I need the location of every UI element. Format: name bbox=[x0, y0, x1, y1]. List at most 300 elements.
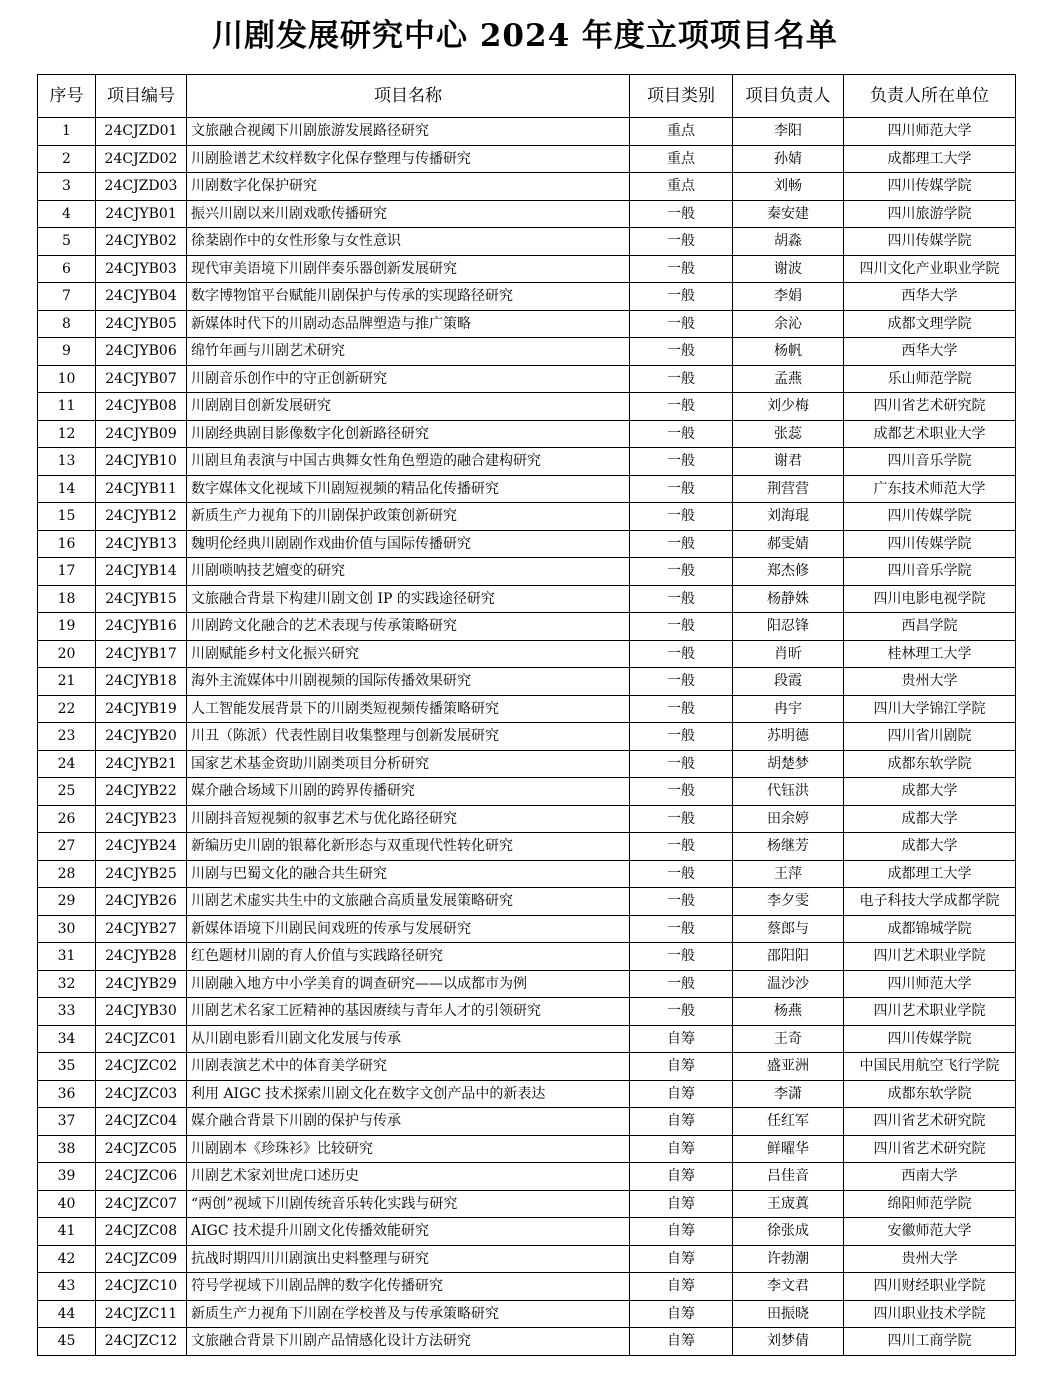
cell-project-name: “两创”视域下川剧传统音乐转化实践与研究 bbox=[187, 1190, 630, 1218]
cell-project-category: 一般 bbox=[630, 310, 733, 338]
cell-serial-number: 31 bbox=[38, 943, 96, 971]
table-row bbox=[38, 118, 1016, 146]
cell-leader-institution: 西华大学 bbox=[844, 283, 1016, 311]
cell-leader-institution: 乐山师范学院 bbox=[844, 365, 1016, 393]
cell-leader-institution: 四川工商学院 bbox=[844, 1328, 1016, 1356]
cell-serial-number: 19 bbox=[38, 613, 96, 641]
cell-serial-number: 26 bbox=[38, 805, 96, 833]
cell-project-leader: 肖昕 bbox=[733, 640, 844, 668]
cell-project-category: 重点 bbox=[630, 118, 733, 146]
cell-project-name: 川剧艺术家刘世虎口述历史 bbox=[187, 1163, 630, 1191]
cell-project-leader: 盛亚洲 bbox=[733, 1053, 844, 1081]
header-serial-number: 序号 bbox=[38, 75, 96, 118]
cell-project-name: 魏明伦经典川剧剧作戏曲价值与国际传播研究 bbox=[187, 530, 630, 558]
cell-project-name: 徐棻剧作中的女性形象与女性意识 bbox=[187, 228, 630, 256]
table-row bbox=[38, 750, 1016, 778]
cell-project-name: AIGC 技术提升川剧文化传播效能研究 bbox=[187, 1218, 630, 1246]
cell-project-leader: 王萍 bbox=[733, 860, 844, 888]
cell-serial-number: 25 bbox=[38, 778, 96, 806]
cell-project-name: 绵竹年画与川剧艺术研究 bbox=[187, 338, 630, 366]
table-row bbox=[38, 420, 1016, 448]
cell-project-code: 24CJZC02 bbox=[96, 1053, 187, 1081]
cell-project-category: 重点 bbox=[630, 145, 733, 173]
cell-project-name: 川剧数字化保护研究 bbox=[187, 173, 630, 201]
cell-leader-institution: 四川财经职业学院 bbox=[844, 1273, 1016, 1301]
cell-leader-institution: 成都理工大学 bbox=[844, 145, 1016, 173]
cell-project-name: 符号学视域下川剧品牌的数字化传播研究 bbox=[187, 1273, 630, 1301]
cell-project-code: 24CJZC08 bbox=[96, 1218, 187, 1246]
cell-serial-number: 21 bbox=[38, 668, 96, 696]
project-list-table bbox=[37, 74, 1016, 1356]
cell-project-code: 24CJYB12 bbox=[96, 503, 187, 531]
cell-project-name: 川剧抖音短视频的叙事艺术与优化路径研究 bbox=[187, 805, 630, 833]
table-row bbox=[38, 1135, 1016, 1163]
cell-project-leader: 刘海琨 bbox=[733, 503, 844, 531]
table-row bbox=[38, 283, 1016, 311]
document-title: 川剧发展研究中心 2024 年度立项项目名单 bbox=[212, 18, 838, 54]
cell-leader-institution: 四川音乐学院 bbox=[844, 448, 1016, 476]
cell-project-category: 自筹 bbox=[630, 1218, 733, 1246]
cell-project-category: 一般 bbox=[630, 585, 733, 613]
cell-project-leader: 鲜曜华 bbox=[733, 1135, 844, 1163]
cell-project-leader: 许勃潮 bbox=[733, 1245, 844, 1273]
table-row bbox=[38, 723, 1016, 751]
cell-project-code: 24CJYB09 bbox=[96, 420, 187, 448]
table-row bbox=[38, 833, 1016, 861]
cell-project-name: 川剧旦角表演与中国古典舞女性角色塑造的融合建构研究 bbox=[187, 448, 630, 476]
cell-project-category: 一般 bbox=[630, 668, 733, 696]
cell-project-name: 抗战时期四川川剧演出史料整理与研究 bbox=[187, 1245, 630, 1273]
cell-leader-institution: 广东技术师范大学 bbox=[844, 475, 1016, 503]
cell-project-code: 24CJZD01 bbox=[96, 118, 187, 146]
cell-project-category: 一般 bbox=[630, 888, 733, 916]
table-row bbox=[38, 695, 1016, 723]
cell-project-category: 一般 bbox=[630, 255, 733, 283]
cell-leader-institution: 贵州大学 bbox=[844, 668, 1016, 696]
cell-project-name: 人工智能发展背景下的川剧类短视频传播策略研究 bbox=[187, 695, 630, 723]
cell-project-category: 一般 bbox=[630, 365, 733, 393]
cell-project-leader: 王宬蒖 bbox=[733, 1190, 844, 1218]
cell-project-code: 24CJZD02 bbox=[96, 145, 187, 173]
cell-leader-institution: 四川传媒学院 bbox=[844, 530, 1016, 558]
cell-serial-number: 18 bbox=[38, 585, 96, 613]
cell-project-category: 一般 bbox=[630, 503, 733, 531]
cell-project-code: 24CJZC03 bbox=[96, 1080, 187, 1108]
cell-project-category: 一般 bbox=[630, 723, 733, 751]
cell-serial-number: 40 bbox=[38, 1190, 96, 1218]
table-row bbox=[38, 1273, 1016, 1301]
cell-project-leader: 苏明德 bbox=[733, 723, 844, 751]
table-row bbox=[38, 585, 1016, 613]
table-row bbox=[38, 1218, 1016, 1246]
cell-serial-number: 5 bbox=[38, 228, 96, 256]
cell-serial-number: 11 bbox=[38, 393, 96, 421]
cell-project-leader: 刘少梅 bbox=[733, 393, 844, 421]
table-row bbox=[38, 668, 1016, 696]
cell-leader-institution: 成都大学 bbox=[844, 833, 1016, 861]
cell-serial-number: 32 bbox=[38, 970, 96, 998]
cell-project-code: 24CJYB28 bbox=[96, 943, 187, 971]
cell-project-category: 一般 bbox=[630, 338, 733, 366]
cell-serial-number: 39 bbox=[38, 1163, 96, 1191]
cell-project-code: 24CJYB05 bbox=[96, 310, 187, 338]
cell-serial-number: 33 bbox=[38, 998, 96, 1026]
cell-project-leader: 谢君 bbox=[733, 448, 844, 476]
cell-project-name: 川剧表演艺术中的体育美学研究 bbox=[187, 1053, 630, 1081]
cell-leader-institution: 四川师范大学 bbox=[844, 970, 1016, 998]
cell-project-code: 24CJYB20 bbox=[96, 723, 187, 751]
cell-project-name: 海外主流媒体中川剧视频的国际传播效果研究 bbox=[187, 668, 630, 696]
cell-serial-number: 7 bbox=[38, 283, 96, 311]
cell-serial-number: 1 bbox=[38, 118, 96, 146]
cell-project-code: 24CJZC12 bbox=[96, 1328, 187, 1356]
cell-project-code: 24CJYB27 bbox=[96, 915, 187, 943]
cell-project-category: 自筹 bbox=[630, 1053, 733, 1081]
cell-project-code: 24CJYB23 bbox=[96, 805, 187, 833]
cell-project-leader: 吕佳音 bbox=[733, 1163, 844, 1191]
cell-project-category: 一般 bbox=[630, 943, 733, 971]
cell-project-code: 24CJYB19 bbox=[96, 695, 187, 723]
cell-serial-number: 29 bbox=[38, 888, 96, 916]
cell-leader-institution: 西华大学 bbox=[844, 338, 1016, 366]
cell-project-name: 新质生产力视角下的川剧保护政策创新研究 bbox=[187, 503, 630, 531]
cell-project-code: 24CJYB01 bbox=[96, 200, 187, 228]
table-row bbox=[38, 448, 1016, 476]
table-row bbox=[38, 503, 1016, 531]
cell-project-category: 自筹 bbox=[630, 1245, 733, 1273]
cell-project-code: 24CJYB25 bbox=[96, 860, 187, 888]
cell-project-category: 自筹 bbox=[630, 1328, 733, 1356]
cell-leader-institution: 四川传媒学院 bbox=[844, 503, 1016, 531]
cell-project-category: 一般 bbox=[630, 695, 733, 723]
cell-project-leader: 蔡郎与 bbox=[733, 915, 844, 943]
cell-project-code: 24CJYB21 bbox=[96, 750, 187, 778]
cell-project-code: 24CJYB14 bbox=[96, 558, 187, 586]
cell-project-category: 自筹 bbox=[630, 1108, 733, 1136]
cell-project-leader: 田振晓 bbox=[733, 1300, 844, 1328]
cell-project-name: 川剧剧本《珍珠衫》比较研究 bbox=[187, 1135, 630, 1163]
cell-leader-institution: 四川音乐学院 bbox=[844, 558, 1016, 586]
table-row bbox=[38, 1245, 1016, 1273]
cell-serial-number: 27 bbox=[38, 833, 96, 861]
table-row bbox=[38, 558, 1016, 586]
cell-project-leader: 刘梦倩 bbox=[733, 1328, 844, 1356]
table-row bbox=[38, 475, 1016, 503]
table-row bbox=[38, 1053, 1016, 1081]
cell-project-name: 数字博物馆平台赋能川剧保护与传承的实现路径研究 bbox=[187, 283, 630, 311]
cell-project-code: 24CJYB16 bbox=[96, 613, 187, 641]
cell-leader-institution: 绵阳师范学院 bbox=[844, 1190, 1016, 1218]
header-project-code: 项目编号 bbox=[96, 75, 187, 118]
cell-project-leader: 胡淼 bbox=[733, 228, 844, 256]
cell-leader-institution: 四川职业技术学院 bbox=[844, 1300, 1016, 1328]
cell-project-leader: 冉宇 bbox=[733, 695, 844, 723]
cell-project-category: 一般 bbox=[630, 750, 733, 778]
cell-project-category: 一般 bbox=[630, 228, 733, 256]
cell-project-leader: 代钰洪 bbox=[733, 778, 844, 806]
cell-project-category: 一般 bbox=[630, 915, 733, 943]
cell-project-code: 24CJZC01 bbox=[96, 1025, 187, 1053]
cell-leader-institution: 成都大学 bbox=[844, 778, 1016, 806]
cell-serial-number: 42 bbox=[38, 1245, 96, 1273]
cell-project-code: 24CJZD03 bbox=[96, 173, 187, 201]
cell-leader-institution: 四川传媒学院 bbox=[844, 228, 1016, 256]
cell-project-leader: 郝雯婧 bbox=[733, 530, 844, 558]
cell-leader-institution: 四川省艺术研究院 bbox=[844, 1108, 1016, 1136]
cell-leader-institution: 成都东软学院 bbox=[844, 750, 1016, 778]
cell-project-code: 24CJYB17 bbox=[96, 640, 187, 668]
cell-project-name: 国家艺术基金资助川剧类项目分析研究 bbox=[187, 750, 630, 778]
cell-project-leader: 王奇 bbox=[733, 1025, 844, 1053]
cell-project-leader: 秦安建 bbox=[733, 200, 844, 228]
cell-leader-institution: 成都理工大学 bbox=[844, 860, 1016, 888]
cell-project-category: 一般 bbox=[630, 420, 733, 448]
cell-leader-institution: 四川旅游学院 bbox=[844, 200, 1016, 228]
cell-project-leader: 孙婧 bbox=[733, 145, 844, 173]
cell-project-name: 川剧经典剧目影像数字化创新路径研究 bbox=[187, 420, 630, 448]
cell-project-name: 媒介融合背景下川剧的保护与传承 bbox=[187, 1108, 630, 1136]
cell-leader-institution: 贵州大学 bbox=[844, 1245, 1016, 1273]
cell-serial-number: 3 bbox=[38, 173, 96, 201]
table-row bbox=[38, 310, 1016, 338]
cell-project-leader: 郑杰修 bbox=[733, 558, 844, 586]
cell-project-leader: 邵阳阳 bbox=[733, 943, 844, 971]
cell-project-code: 24CJYB04 bbox=[96, 283, 187, 311]
table-row bbox=[38, 338, 1016, 366]
table-row bbox=[38, 998, 1016, 1026]
cell-leader-institution: 桂林理工大学 bbox=[844, 640, 1016, 668]
cell-serial-number: 44 bbox=[38, 1300, 96, 1328]
cell-project-leader: 李潇 bbox=[733, 1080, 844, 1108]
cell-project-name: 川剧音乐创作中的守正创新研究 bbox=[187, 365, 630, 393]
table-header-row bbox=[38, 75, 1016, 118]
table-row bbox=[38, 915, 1016, 943]
cell-project-leader: 胡楚梦 bbox=[733, 750, 844, 778]
cell-serial-number: 6 bbox=[38, 255, 96, 283]
cell-project-code: 24CJYB06 bbox=[96, 338, 187, 366]
cell-project-code: 24CJYB24 bbox=[96, 833, 187, 861]
cell-leader-institution: 四川大学锦江学院 bbox=[844, 695, 1016, 723]
cell-project-category: 一般 bbox=[630, 833, 733, 861]
cell-leader-institution: 成都锦城学院 bbox=[844, 915, 1016, 943]
table-row bbox=[38, 1300, 1016, 1328]
header-project-name: 项目名称 bbox=[187, 75, 630, 118]
cell-project-name: 川剧跨文化融合的艺术表现与传承策略研究 bbox=[187, 613, 630, 641]
cell-project-category: 自筹 bbox=[630, 1135, 733, 1163]
table-row bbox=[38, 613, 1016, 641]
table-row bbox=[38, 1080, 1016, 1108]
cell-project-code: 24CJYB02 bbox=[96, 228, 187, 256]
table-row bbox=[38, 393, 1016, 421]
cell-leader-institution: 电子科技大学成都学院 bbox=[844, 888, 1016, 916]
cell-project-name: 川剧艺术虚实共生中的文旅融合高质量发展策略研究 bbox=[187, 888, 630, 916]
cell-leader-institution: 四川省川剧院 bbox=[844, 723, 1016, 751]
cell-project-leader: 杨帆 bbox=[733, 338, 844, 366]
cell-leader-institution: 四川艺术职业学院 bbox=[844, 998, 1016, 1026]
cell-leader-institution: 中国民用航空飞行学院 bbox=[844, 1053, 1016, 1081]
table-row bbox=[38, 530, 1016, 558]
cell-project-code: 24CJYB08 bbox=[96, 393, 187, 421]
cell-project-name: 川剧脸谱艺术纹样数字化保存整理与传播研究 bbox=[187, 145, 630, 173]
cell-project-code: 24CJYB30 bbox=[96, 998, 187, 1026]
cell-leader-institution: 四川省艺术研究院 bbox=[844, 393, 1016, 421]
cell-project-code: 24CJZC11 bbox=[96, 1300, 187, 1328]
cell-project-leader: 田余婷 bbox=[733, 805, 844, 833]
cell-serial-number: 17 bbox=[38, 558, 96, 586]
cell-project-name: 文旅融合视阈下川剧旅游发展路径研究 bbox=[187, 118, 630, 146]
cell-project-name: 数字媒体文化视域下川剧短视频的精品化传播研究 bbox=[187, 475, 630, 503]
cell-project-name: 川剧融入地方中小学美育的调查研究——以成都市为例 bbox=[187, 970, 630, 998]
cell-project-category: 一般 bbox=[630, 970, 733, 998]
cell-serial-number: 14 bbox=[38, 475, 96, 503]
cell-leader-institution: 成都大学 bbox=[844, 805, 1016, 833]
cell-project-category: 一般 bbox=[630, 860, 733, 888]
cell-project-code: 24CJYB11 bbox=[96, 475, 187, 503]
cell-serial-number: 35 bbox=[38, 1053, 96, 1081]
cell-project-name: 文旅融合背景下川剧产品情感化设计方法研究 bbox=[187, 1328, 630, 1356]
table-row bbox=[38, 1163, 1016, 1191]
cell-project-name: 媒介融合场域下川剧的跨界传播研究 bbox=[187, 778, 630, 806]
table-row bbox=[38, 1190, 1016, 1218]
cell-project-category: 一般 bbox=[630, 393, 733, 421]
cell-serial-number: 22 bbox=[38, 695, 96, 723]
cell-serial-number: 13 bbox=[38, 448, 96, 476]
cell-project-code: 24CJZC05 bbox=[96, 1135, 187, 1163]
cell-serial-number: 38 bbox=[38, 1135, 96, 1163]
cell-serial-number: 16 bbox=[38, 530, 96, 558]
table-row bbox=[38, 1108, 1016, 1136]
cell-serial-number: 20 bbox=[38, 640, 96, 668]
table-row bbox=[38, 255, 1016, 283]
cell-project-category: 一般 bbox=[630, 778, 733, 806]
cell-project-code: 24CJZC09 bbox=[96, 1245, 187, 1273]
cell-project-code: 24CJYB22 bbox=[96, 778, 187, 806]
cell-leader-institution: 四川传媒学院 bbox=[844, 1025, 1016, 1053]
cell-serial-number: 41 bbox=[38, 1218, 96, 1246]
cell-project-code: 24CJYB29 bbox=[96, 970, 187, 998]
cell-serial-number: 8 bbox=[38, 310, 96, 338]
table-row bbox=[38, 200, 1016, 228]
cell-project-name: 利用 AIGC 技术探索川剧文化在数字文创产品中的新表达 bbox=[187, 1080, 630, 1108]
cell-serial-number: 36 bbox=[38, 1080, 96, 1108]
cell-project-leader: 阳忍锋 bbox=[733, 613, 844, 641]
cell-project-category: 自筹 bbox=[630, 1300, 733, 1328]
cell-project-leader: 李文君 bbox=[733, 1273, 844, 1301]
cell-project-leader: 段霞 bbox=[733, 668, 844, 696]
table-row bbox=[38, 970, 1016, 998]
cell-leader-institution: 四川电影电视学院 bbox=[844, 585, 1016, 613]
cell-serial-number: 37 bbox=[38, 1108, 96, 1136]
cell-project-code: 24CJYB10 bbox=[96, 448, 187, 476]
cell-serial-number: 34 bbox=[38, 1025, 96, 1053]
cell-project-category: 一般 bbox=[630, 640, 733, 668]
cell-project-name: 新质生产力视角下川剧在学校普及与传承策略研究 bbox=[187, 1300, 630, 1328]
table-row bbox=[38, 145, 1016, 173]
table-row bbox=[38, 228, 1016, 256]
cell-leader-institution: 西南大学 bbox=[844, 1163, 1016, 1191]
cell-project-leader: 谢波 bbox=[733, 255, 844, 283]
cell-serial-number: 10 bbox=[38, 365, 96, 393]
header-project-category: 项目类别 bbox=[630, 75, 733, 118]
cell-project-leader: 孟燕 bbox=[733, 365, 844, 393]
cell-project-name: 川丑（陈派）代表性剧目收集整理与创新发展研究 bbox=[187, 723, 630, 751]
cell-project-category: 自筹 bbox=[630, 1025, 733, 1053]
cell-serial-number: 9 bbox=[38, 338, 96, 366]
cell-project-leader: 温沙沙 bbox=[733, 970, 844, 998]
cell-project-category: 一般 bbox=[630, 475, 733, 503]
table-row bbox=[38, 173, 1016, 201]
cell-project-category: 自筹 bbox=[630, 1190, 733, 1218]
cell-leader-institution: 四川传媒学院 bbox=[844, 173, 1016, 201]
cell-leader-institution: 四川文化产业职业学院 bbox=[844, 255, 1016, 283]
table-row bbox=[38, 1328, 1016, 1356]
table-row bbox=[38, 1025, 1016, 1053]
cell-project-leader: 荆营营 bbox=[733, 475, 844, 503]
cell-project-leader: 杨燕 bbox=[733, 998, 844, 1026]
cell-project-category: 一般 bbox=[630, 448, 733, 476]
table-row bbox=[38, 860, 1016, 888]
table-body bbox=[38, 118, 1016, 1356]
cell-project-name: 川剧剧目创新发展研究 bbox=[187, 393, 630, 421]
cell-leader-institution: 成都艺术职业大学 bbox=[844, 420, 1016, 448]
table-row bbox=[38, 365, 1016, 393]
cell-project-name: 文旅融合背景下构建川剧文创 IP 的实践途径研究 bbox=[187, 585, 630, 613]
cell-project-category: 一般 bbox=[630, 805, 733, 833]
cell-project-leader: 刘畅 bbox=[733, 173, 844, 201]
cell-project-name: 新编历史川剧的银幕化新形态与双重现代性转化研究 bbox=[187, 833, 630, 861]
cell-project-category: 一般 bbox=[630, 998, 733, 1026]
cell-project-leader: 李夕雯 bbox=[733, 888, 844, 916]
cell-project-category: 一般 bbox=[630, 283, 733, 311]
cell-project-name: 新媒体时代下的川剧动态品牌塑造与推广策略 bbox=[187, 310, 630, 338]
cell-project-name: 川剧与巴蜀文化的融合共生研究 bbox=[187, 860, 630, 888]
cell-project-code: 24CJYB18 bbox=[96, 668, 187, 696]
cell-project-category: 一般 bbox=[630, 530, 733, 558]
cell-serial-number: 4 bbox=[38, 200, 96, 228]
cell-project-category: 一般 bbox=[630, 558, 733, 586]
cell-project-name: 红色题材川剧的育人价值与实践路径研究 bbox=[187, 943, 630, 971]
header-project-leader: 项目负责人 bbox=[733, 75, 844, 118]
cell-leader-institution: 安徽师范大学 bbox=[844, 1218, 1016, 1246]
cell-project-category: 一般 bbox=[630, 613, 733, 641]
cell-serial-number: 43 bbox=[38, 1273, 96, 1301]
cell-leader-institution: 四川省艺术研究院 bbox=[844, 1135, 1016, 1163]
cell-project-leader: 杨继芳 bbox=[733, 833, 844, 861]
table-row bbox=[38, 640, 1016, 668]
cell-serial-number: 24 bbox=[38, 750, 96, 778]
cell-serial-number: 15 bbox=[38, 503, 96, 531]
cell-project-code: 24CJYB13 bbox=[96, 530, 187, 558]
cell-project-name: 川剧赋能乡村文化振兴研究 bbox=[187, 640, 630, 668]
cell-project-category: 自筹 bbox=[630, 1080, 733, 1108]
cell-project-name: 现代审美语境下川剧伴奏乐器创新发展研究 bbox=[187, 255, 630, 283]
cell-project-code: 24CJYB07 bbox=[96, 365, 187, 393]
cell-project-leader: 李阳 bbox=[733, 118, 844, 146]
cell-project-name: 振兴川剧以来川剧戏歌传播研究 bbox=[187, 200, 630, 228]
cell-project-name: 川剧艺术名家工匠精神的基因赓续与青年人才的引领研究 bbox=[187, 998, 630, 1026]
cell-serial-number: 30 bbox=[38, 915, 96, 943]
cell-project-leader: 任红军 bbox=[733, 1108, 844, 1136]
cell-project-code: 24CJZC10 bbox=[96, 1273, 187, 1301]
cell-project-category: 重点 bbox=[630, 173, 733, 201]
cell-project-category: 自筹 bbox=[630, 1163, 733, 1191]
header-leader-institution: 负责人所在单位 bbox=[844, 75, 1016, 118]
cell-leader-institution: 四川师范大学 bbox=[844, 118, 1016, 146]
cell-leader-institution: 西昌学院 bbox=[844, 613, 1016, 641]
cell-serial-number: 2 bbox=[38, 145, 96, 173]
cell-serial-number: 45 bbox=[38, 1328, 96, 1356]
cell-project-name: 新媒体语境下川剧民间戏班的传承与发展研究 bbox=[187, 915, 630, 943]
